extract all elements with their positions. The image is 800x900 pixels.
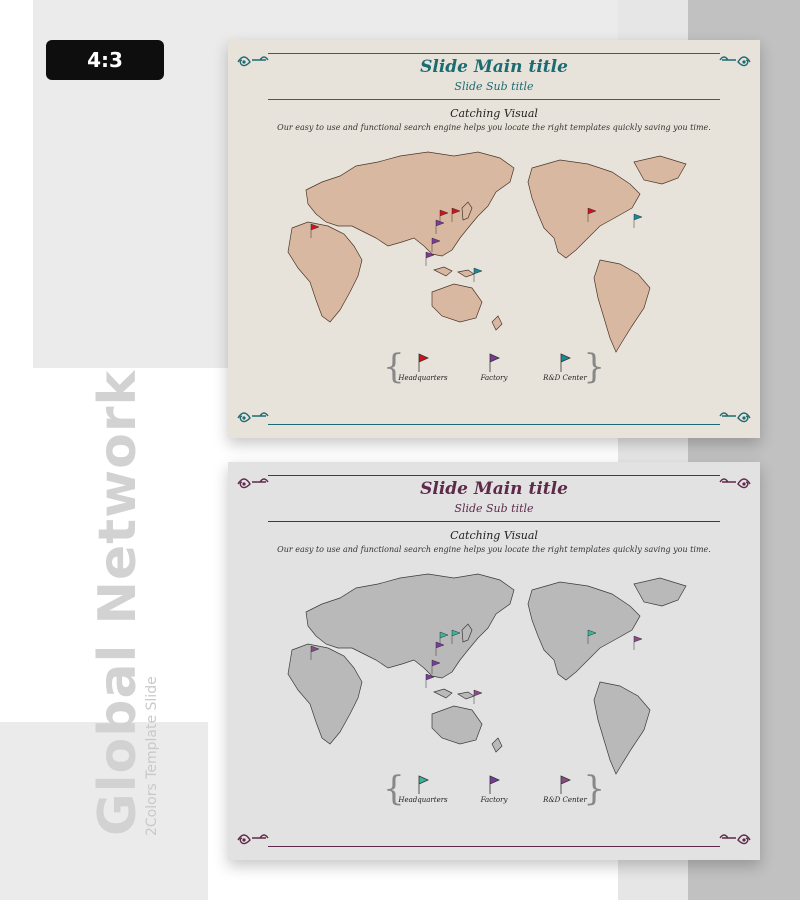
bottom-rule: [268, 424, 720, 425]
body-text: Our easy to use and functional search engine helps you locate the right templates quickly saving you time.: [277, 545, 711, 554]
flag-icon: [474, 690, 482, 704]
ornament-icon: [718, 828, 754, 848]
slide-preview-2[interactable]: [228, 462, 760, 860]
flag-icon: [634, 636, 642, 650]
legend-label: R&D Center: [543, 374, 587, 382]
legend-label: Headquarters: [398, 796, 448, 804]
south-america-shape: [594, 260, 650, 352]
greenland-shape: [634, 156, 686, 184]
legend-item: [454, 352, 534, 382]
south-america-shape: [594, 682, 650, 774]
flag-icon: [416, 352, 430, 372]
africa-shape: [288, 644, 362, 744]
section-heading: Catching Visual: [450, 529, 538, 542]
north-america-shape: [528, 582, 640, 680]
brace-right: }: [583, 769, 605, 809]
ornament-icon: [234, 406, 270, 426]
aspect-ratio-badge: 4:3: [46, 40, 164, 80]
world-map: [282, 142, 712, 357]
island-shape: [434, 689, 474, 699]
legend-item: [383, 769, 463, 809]
legend-label: Factory: [480, 796, 508, 804]
australia-shape: [432, 284, 482, 322]
flag-icon: [474, 268, 482, 282]
world-map: [282, 564, 712, 779]
flag-icon: [487, 352, 501, 372]
top-rule: [268, 475, 720, 476]
island-shape: [434, 267, 474, 277]
section-heading: Catching Visual: [450, 107, 538, 120]
legend-item: [525, 769, 605, 809]
legend-item: [454, 774, 534, 804]
bottom-rule: [268, 846, 720, 847]
flag-icon: [558, 352, 572, 372]
legend: [383, 769, 605, 812]
slide-title: Slide Main title: [420, 57, 568, 77]
nz-shape: [492, 316, 502, 330]
body-text: Our easy to use and functional search engine helps you locate the right templates quickly saving you time.: [277, 123, 711, 132]
legend-label: Factory: [480, 374, 508, 382]
legend-item: [383, 347, 463, 387]
flag-icon: [416, 774, 430, 794]
side-subtitle: 2Colors Template Slide: [144, 676, 160, 836]
ornament-icon: [234, 828, 270, 848]
australia-shape: [432, 706, 482, 744]
slide-title: Slide Main title: [420, 479, 568, 499]
side-title: Global Network: [88, 369, 148, 836]
top-rule: [268, 53, 720, 54]
flag-icon: [487, 774, 501, 794]
africa-shape: [288, 222, 362, 322]
brace-left: {: [383, 347, 405, 387]
flag-icon: [558, 774, 572, 794]
title-rule: [268, 521, 720, 522]
brace-left: {: [383, 769, 405, 809]
slide-preview-1[interactable]: [228, 40, 760, 438]
nz-shape: [492, 738, 502, 752]
flag-icon: [634, 214, 642, 228]
greenland-shape: [634, 578, 686, 606]
legend-item: [525, 347, 605, 387]
north-america-shape: [528, 160, 640, 258]
title-rule: [268, 99, 720, 100]
brace-right: }: [583, 347, 605, 387]
legend-label: Headquarters: [398, 374, 448, 382]
slide-subtitle: Slide Sub title: [454, 502, 534, 515]
slide-subtitle: Slide Sub title: [454, 80, 534, 93]
ornament-icon: [718, 406, 754, 426]
legend: [383, 347, 605, 390]
legend-label: R&D Center: [543, 796, 587, 804]
